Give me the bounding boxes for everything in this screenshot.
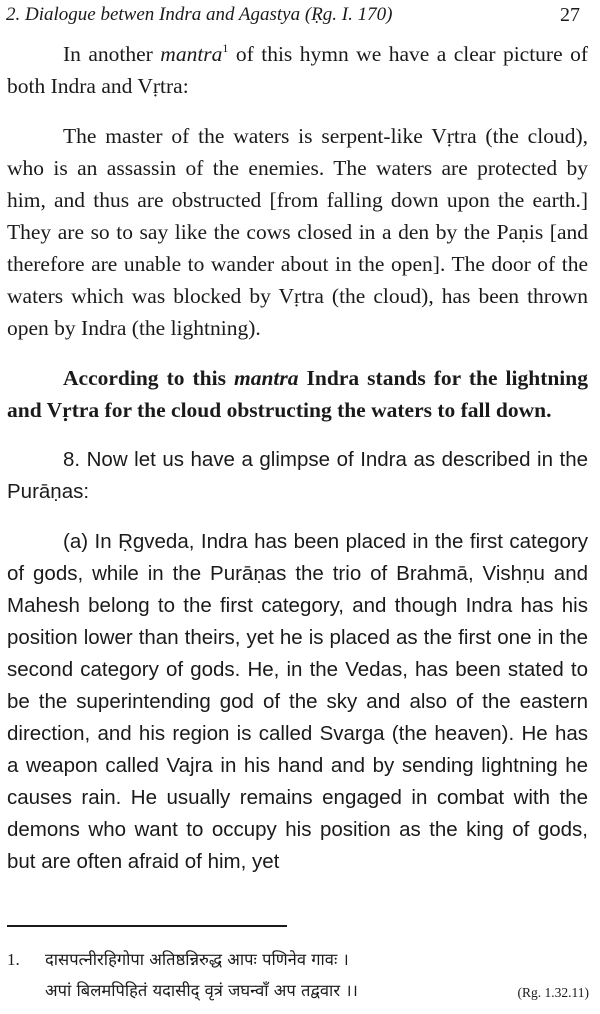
- paragraph-a: (a) In Ṛgveda, Indra has been placed in the first category of gods, while in the Purāṇas the trio of Brahmā, Vishṇu and Mahesh belong to the first category, and though Indra has his position lower than theirs, yet he is placed as the first one in the second category of gods. He, in the Vedas, has been stated to be the superintending god of the sky and also of the eastern direction, and his region is called Svarga (the heaven). He has a weapon called Vajra in his hand and by sending lightning he causes rain. He usually remains engaged in combat with the demons who want to occupy his position as the king of gods, but are often afraid of him, yet: [7, 530, 588, 873]
- page-number: 27: [560, 4, 580, 26]
- sanskrit-verse-line-1: दासपत्नीरहिगोपा अतिष्ठन्निरुद्ध आपः पणिनेव गावः ।: [45, 950, 349, 969]
- running-title: 2. Dialogue betwen Indra and Agastya (Ṛg. I. 170): [6, 4, 393, 25]
- intro-mantra-term: mantra: [160, 42, 223, 66]
- section-8-paragraph: 8. Now let us have a glimpse of Indra as described in the Purāṇas:: [7, 448, 588, 503]
- footnote-divider: [7, 925, 287, 927]
- conclusion-mantra-term: mantra: [234, 366, 299, 390]
- conclusion-text-start: According to this: [63, 366, 234, 390]
- footnote: [7, 945, 597, 1007]
- footnote-line-2: [7, 976, 597, 1007]
- conclusion-paragraph: [7, 362, 588, 426]
- running-header: [6, 4, 586, 28]
- verse-reference: (Rg. 1.32.11): [517, 985, 589, 1000]
- intro-paragraph: [7, 38, 588, 102]
- footnote-line-1: [7, 945, 597, 976]
- intro-text-start: In another: [63, 42, 161, 66]
- conclusion-text-end: Indra stands for the lightning and Vṛtra for the cloud obstructing the waters to fall down.: [7, 366, 588, 422]
- footnote-reference-mark[interactable]: 1: [222, 41, 229, 55]
- page-body: [7, 38, 588, 896]
- sanskrit-verse-line-2: अपां बिलमपिहितं यदासीद् वृत्रं जघन्वाँ अप तद्ववार ।।: [45, 981, 358, 1000]
- footnote-number: 1.: [7, 950, 20, 969]
- intro-text-end: of this hymn we have a clear picture of both Indra and Vṛtra:: [7, 42, 588, 98]
- quoted-translation: The master of the waters is serpent-like Vṛtra (the cloud), who is an assassin of the enemies. The waters are protected by him, and thus are obstructed [from falling down upon the earth.] They are so to say like the cows closed in a den by the Paṇis [and therefore are unable to wander about in the open]. The door of the waters which was blocked by Vṛtra (the cloud), has been thrown open by Indra (the lightning).: [7, 124, 588, 340]
